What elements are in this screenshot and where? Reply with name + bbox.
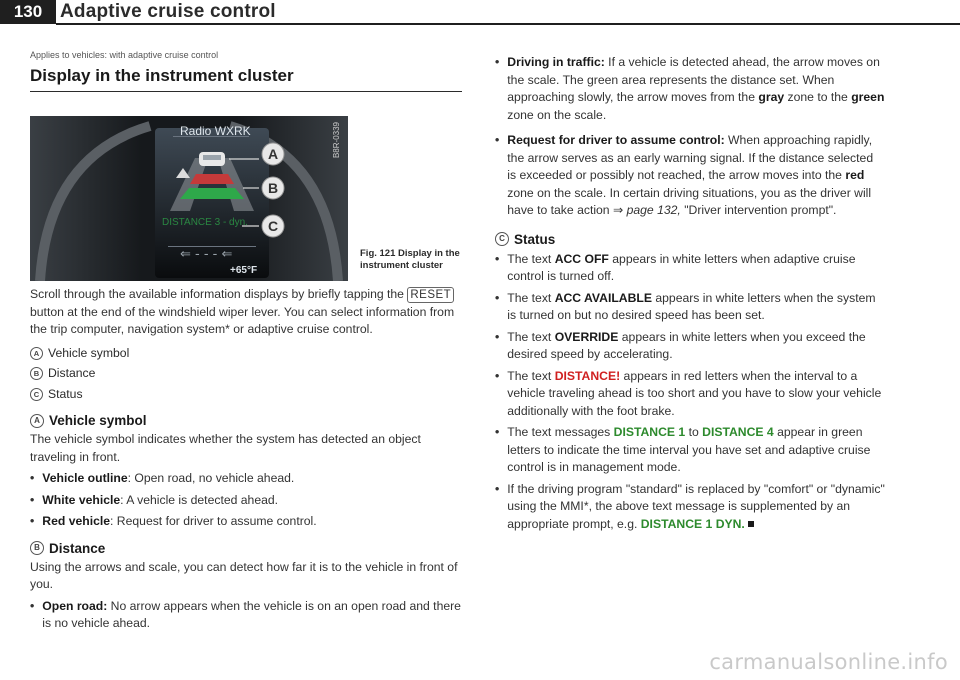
bullet-text: The text xyxy=(507,251,555,266)
vehicle-symbol-heading xyxy=(30,413,462,428)
bullet-item: • Red vehicle: Request for driver to assume control. xyxy=(30,514,317,528)
end-of-section-mark xyxy=(748,521,754,527)
green-distance-zone xyxy=(180,188,244,199)
bullet-term: Driving in traffic: xyxy=(507,55,605,69)
legend-item xyxy=(30,345,462,363)
override-term: OVERRIDE xyxy=(554,329,619,344)
bullet-text: : A vehicle is detected ahead. xyxy=(120,492,279,507)
legend-marker: B xyxy=(30,367,43,380)
distance-warning-term: DISTANCE! xyxy=(554,368,621,383)
green-zone-term: green xyxy=(851,90,885,104)
bullet-text: : Request for driver to assume control. xyxy=(110,514,317,528)
status-heading xyxy=(495,232,885,247)
cruise-icon: ⇐ - - - ⇐ xyxy=(180,247,233,262)
distance-heading xyxy=(30,541,462,556)
bullet-item: • The text ACC OFF appears in white letters when adaptive cruise control is turned off. xyxy=(495,251,856,283)
legend-label: Distance xyxy=(48,366,96,380)
distance-status-label: DISTANCE 3 - dyn. xyxy=(162,217,248,228)
heading-marker: A xyxy=(30,414,44,428)
legend-marker: A xyxy=(30,347,43,360)
figure-callout-a: A xyxy=(267,146,279,162)
intro-text-2: button at the end of the windshield wiper lever. You can select information from the trip computer, navigation system* or adaptive cruise control. xyxy=(30,304,455,336)
bullet-text: to xyxy=(685,425,703,439)
bullet-text: The text messages xyxy=(507,425,614,439)
bullet-text: zone to the xyxy=(784,90,852,104)
bullet-item: • White vehicle: A vehicle is detected ahead. xyxy=(30,492,279,507)
legend-item xyxy=(30,386,462,404)
watermark: carmanualsonline.info xyxy=(709,650,948,674)
bullet-item: • The text messages DISTANCE 1 to DISTANCE 4 appear in green letters to indicate the time interval you have set and adaptive cruise control is in management mode. xyxy=(495,425,871,474)
acc-off-term: ACC OFF xyxy=(554,251,609,266)
bullet-item: • The text OVERRIDE appears in white letters when you exceed the desired speed by accelerating. xyxy=(495,329,866,361)
bullet-term: Red vehicle xyxy=(42,514,111,528)
bullet-term: Open road: xyxy=(42,598,108,613)
bullet-text: No arrow appears when the vehicle is on an open road and there is no vehicle ahead. xyxy=(42,598,461,630)
bullet-item: • Vehicle outline: Open road, no vehicle ahead. xyxy=(30,471,295,485)
page-header xyxy=(0,0,960,30)
heading-text: Distance xyxy=(49,540,106,556)
bullet-text: appears in red letters when the interval to a vehicle traveling ahead is too short and you have to slow your vehicle additionally with the foot brake. xyxy=(507,368,882,418)
heading-marker: C xyxy=(495,232,509,246)
intro-text-1: Scroll through the available information displays by briefly tapping the xyxy=(30,287,408,301)
legend-list xyxy=(30,345,462,404)
bullet-text: zone on the scale. xyxy=(507,107,607,122)
bullet-text: appears in white letters when the system is turned on but no desired speed has been set. xyxy=(507,290,876,322)
distance-1-term: DISTANCE 1 xyxy=(613,425,686,439)
legend-label: Vehicle symbol xyxy=(48,345,130,360)
figure-row xyxy=(30,116,462,286)
bullet-text: zone on the scale. In certain driving situations, you as the driver will have to take action xyxy=(507,185,872,217)
reset-button-label: RESET xyxy=(407,287,454,303)
legend-item xyxy=(30,365,462,383)
bullet-term: Vehicle outline xyxy=(42,471,128,485)
bullet-text: : Open road, no vehicle ahead. xyxy=(127,471,295,485)
bullet-item: • The text ACC AVAILABLE appears in white letters when the system is turned on but no desired speed has been set. xyxy=(495,290,876,322)
applies-to-note: Applies to vehicles: with adaptive cruise control xyxy=(30,50,219,60)
bullet-text: If a vehicle is detected ahead, the arrow moves on the scale. The green area represents the distance set. When approaching slowly, the arrow moves from the xyxy=(507,55,880,104)
bullet-text: If the driving program "standard" is replaced by "comfort" or "dynamic" using the MMI*, the above text message is supplemented by an appropriate prompt, e.g. xyxy=(507,481,885,531)
bullet-item: • The text DISTANCE! appears in red letters when the interval to a vehicle traveling ahead is too short and you have to slow your vehicle additionally with the foot brake. xyxy=(495,368,882,418)
distance-text: Using the arrows and scale, you can detect how far it is to the vehicle in front of you. xyxy=(30,559,458,591)
bullet-text: The text xyxy=(507,290,555,305)
bullet-text: When approaching rapidly, the arrow serves as an early warning signal. If the distance selected is exceeded or possibly not reached, the arrow moves into the xyxy=(507,133,874,182)
bullet-item: • Driving in traffic: If a vehicle is detected ahead, the arrow moves on the scale. The green area represents the distance set. When approaching slowly, the arrow moves from the gray zone to the green zone on the scale. xyxy=(495,55,885,122)
heading-text: Status xyxy=(514,231,556,247)
intro-paragraph xyxy=(30,286,462,339)
vehicle-symbol-text: The vehicle symbol indicates whether the system has detected an object traveling in front. xyxy=(30,432,421,464)
bullet-text: "Driver intervention prompt". xyxy=(680,203,837,217)
bullet-item: • Request for driver to assume control: When approaching rapidly, the arrow serves as an early warning signal. If the distance selected is exceeded or possibly not reached, the arrow moves into the red zone on the scale. In certain driving situations, you as the driver will have to take action ⇒ page 132, "Driver intervention prompt". xyxy=(495,133,874,217)
section-title: Display in the instrument cluster xyxy=(30,66,462,92)
bullet-item: • Open road: No arrow appears when the vehicle is on an open road and there is no vehicle ahead. xyxy=(30,598,461,630)
heading-text: Vehicle symbol xyxy=(49,413,147,428)
bullet-text: appears in white letters when adaptive cruise control is turned off. xyxy=(507,251,856,283)
bullet-item: • If the driving program "standard" is replaced by "comfort" or "dynamic" using the MMI*, the above text message is supplemented by an appropriate prompt, e.g. DISTANCE 1 DYN. xyxy=(495,481,885,531)
figure-caption: Fig. 121 Display in the instrument cluster xyxy=(360,248,460,271)
bullet-term: Request for driver to assume control: xyxy=(507,133,725,147)
distance-4-term: DISTANCE 4 xyxy=(702,425,774,439)
temperature-readout: +65°F xyxy=(230,265,258,276)
page-number: 130 xyxy=(0,0,56,24)
chapter-title: Adaptive cruise control xyxy=(60,1,276,22)
heading-marker: B xyxy=(30,541,44,555)
distance-dyn-term: DISTANCE 1 DYN. xyxy=(640,516,745,531)
red-zone-term: red xyxy=(845,168,865,182)
acc-available-term: ACC AVAILABLE xyxy=(554,290,652,305)
legend-label: Status xyxy=(48,386,83,401)
header-rule xyxy=(56,23,960,25)
left-column xyxy=(30,50,462,633)
figure-code: B8R-0339 xyxy=(332,122,341,159)
legend-marker: C xyxy=(30,388,43,401)
gray-zone-term: gray xyxy=(758,90,785,104)
radio-station-label: Radio WXRK xyxy=(180,124,251,138)
figure-callout-b: B xyxy=(267,180,279,196)
bullet-term: White vehicle xyxy=(42,492,121,507)
cluster-illustration xyxy=(30,116,348,281)
bullet-text: The text xyxy=(507,368,555,383)
bullet-text: The text xyxy=(507,329,555,344)
page-reference-link[interactable]: ⇒ page 132, xyxy=(612,203,681,217)
right-column xyxy=(495,50,885,533)
red-distance-zone xyxy=(190,174,234,184)
instrument-cluster-figure xyxy=(30,116,348,281)
bullet-text: appears in white letters when you exceed the desired speed by accelerating. xyxy=(507,329,866,361)
bullet-text: appear in green letters to indicate the time interval you have set and adaptive cruise control is in management mode. xyxy=(507,425,871,474)
figure-callout-c: C xyxy=(267,218,279,234)
